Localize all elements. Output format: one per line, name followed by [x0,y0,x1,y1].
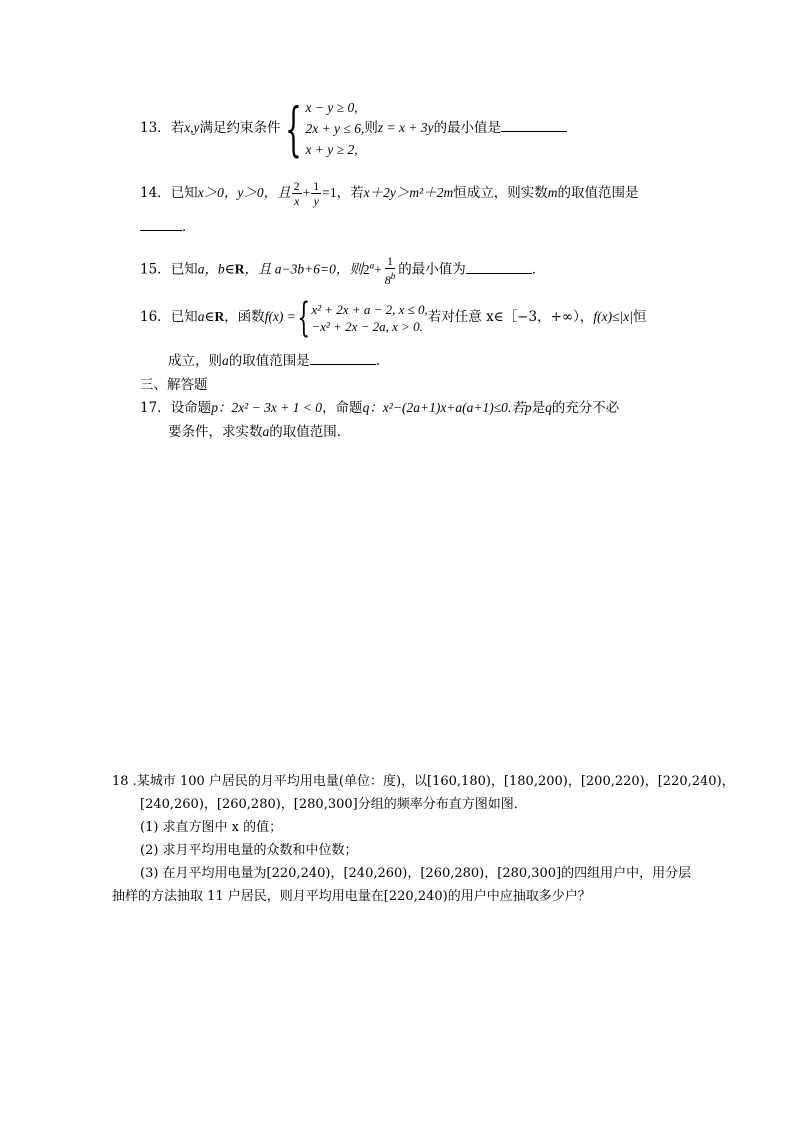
q13-constraint-2: 2x + y ≤ 6, [305,121,365,136]
q14-text-b: 恒成立，则实数 [453,185,548,201]
q13-text-mid: 满足约束条件 [199,120,281,136]
q14-equals: =1，若 [322,185,364,200]
q17-line-2: 要条件，求实数a的取值范围． [168,424,351,440]
q13-text-pre: 若 [170,120,185,136]
q14-fraction-2: $\frac{1}{y}$ [313,179,320,208]
q17-proposition-q: q：x²−(2a+1)x+a(a+1)≤0.若 [362,400,525,415]
q15-expression: $2^a+$ $\frac{1}{8^b}$ [362,253,396,287]
q16-condition: 若对任意 x∈［−3，+∞）， [427,309,594,325]
q13-expression: z = x + 3y [377,120,434,135]
q13-constraint-1: x − y ≥ 0, [305,100,358,115]
q14-number: 14． [140,185,171,201]
q16-line-2: 成立，则a的取值范围是 ． [168,350,389,371]
q17-proposition-p: 2x² − 3x + 1 < 0 [231,400,323,415]
q18-subquestion-2: (2) 求月平均用电量的众数和中位数； [140,843,358,858]
left-brace: { [297,294,310,341]
q16-answer-blank [310,350,376,365]
question-15: 15．已知a，b∈R，且 a−3b+6=0，则$2^a+$ $\frac{1}{8^b}$ 的最小值为 ． [140,253,546,287]
q15-condition: ，且 a−3b+6=0，则 [244,261,363,277]
left-brace: { [284,94,302,163]
q15-answer-blank [466,259,532,274]
q16-number: 16． [140,309,171,325]
question-18-line-1: 18 .某城市 100 户居民的月平均用电量(单位：度)，以[160,180)，[180,200)，[200,220)，[220,240)， [112,774,735,789]
question-18-line-2: [240,260)，[260,280)，[280,300]分组的频率分布直方图如图． [140,797,527,812]
question-14: 14．已知x＞0，y＞0，且 $\frac{2}{x}$ + $\frac{1}{y}$ =1，若x＋2y＞m²＋2m恒成立，则实数m的取值范围是 [140,179,639,208]
section-heading: 三、解答题 [140,377,208,393]
question-13 [140,94,567,163]
q14-inequality: x＋2y＞m²＋2m [363,185,454,200]
q13-constraint-3: x + y ≥ 2, [305,142,358,157]
question-16: 16．已知a∈R，函数f(x) = { x² + 2x + a − 2, x ≤ 0, −x² + 2x − 2a, x > 0. 若对任意 x∈［−3，+∞），f(x)≤|x|恒 [140,294,647,341]
q13-constraint-system [281,94,365,163]
q14-condition: x＞0，y＞0，且 [197,185,291,200]
q13-number: 13． [140,120,171,136]
q17-number: 17． [140,400,171,416]
q16-inequality: f(x)≤|x| [593,309,633,324]
q18-subquestion-1: (1) 求直方图中 x 的值； [140,820,283,835]
question-17: 17．设命题p：2x² − 3x + 1 < 0，命题q：x²−(2a+1)x+a(a+1)≤0.若p是q的充分不必 [140,400,620,416]
q14-answer-blank [140,216,182,231]
q13-answer-blank [501,117,567,132]
q14-text-tail: 的取值范围是 [557,185,639,201]
q14-text-a: 已知 [170,185,198,201]
q14-answer-line: ． [140,216,196,237]
q14-fraction-1: $\frac{2}{x}$ [293,179,300,208]
q18-subquestion-3: (3) 在月平均用电量为[220,240)，[240,260)，[260,280)，[280,300]的四组用户中，用分层 [140,866,692,881]
q15-number: 15． [140,261,171,278]
q18-subquestion-3-cont: 抽样的方法抽取 11 户居民，则月平均用电量在[220,240)的用户中应抽取多少户？ [112,889,591,904]
q16-piece-2: −x² + 2x − 2a, x > 0. [311,318,423,334]
q13-vars: x,y [184,120,200,135]
q16-function-name: f(x) = [264,309,296,324]
q13-text-post: 的最小值是 [433,120,502,136]
q13-text-then: 则 [364,120,378,136]
q16-piecewise [296,294,428,341]
q16-piece-1: x² + 2x + a − 2, x ≤ 0, [311,301,428,317]
